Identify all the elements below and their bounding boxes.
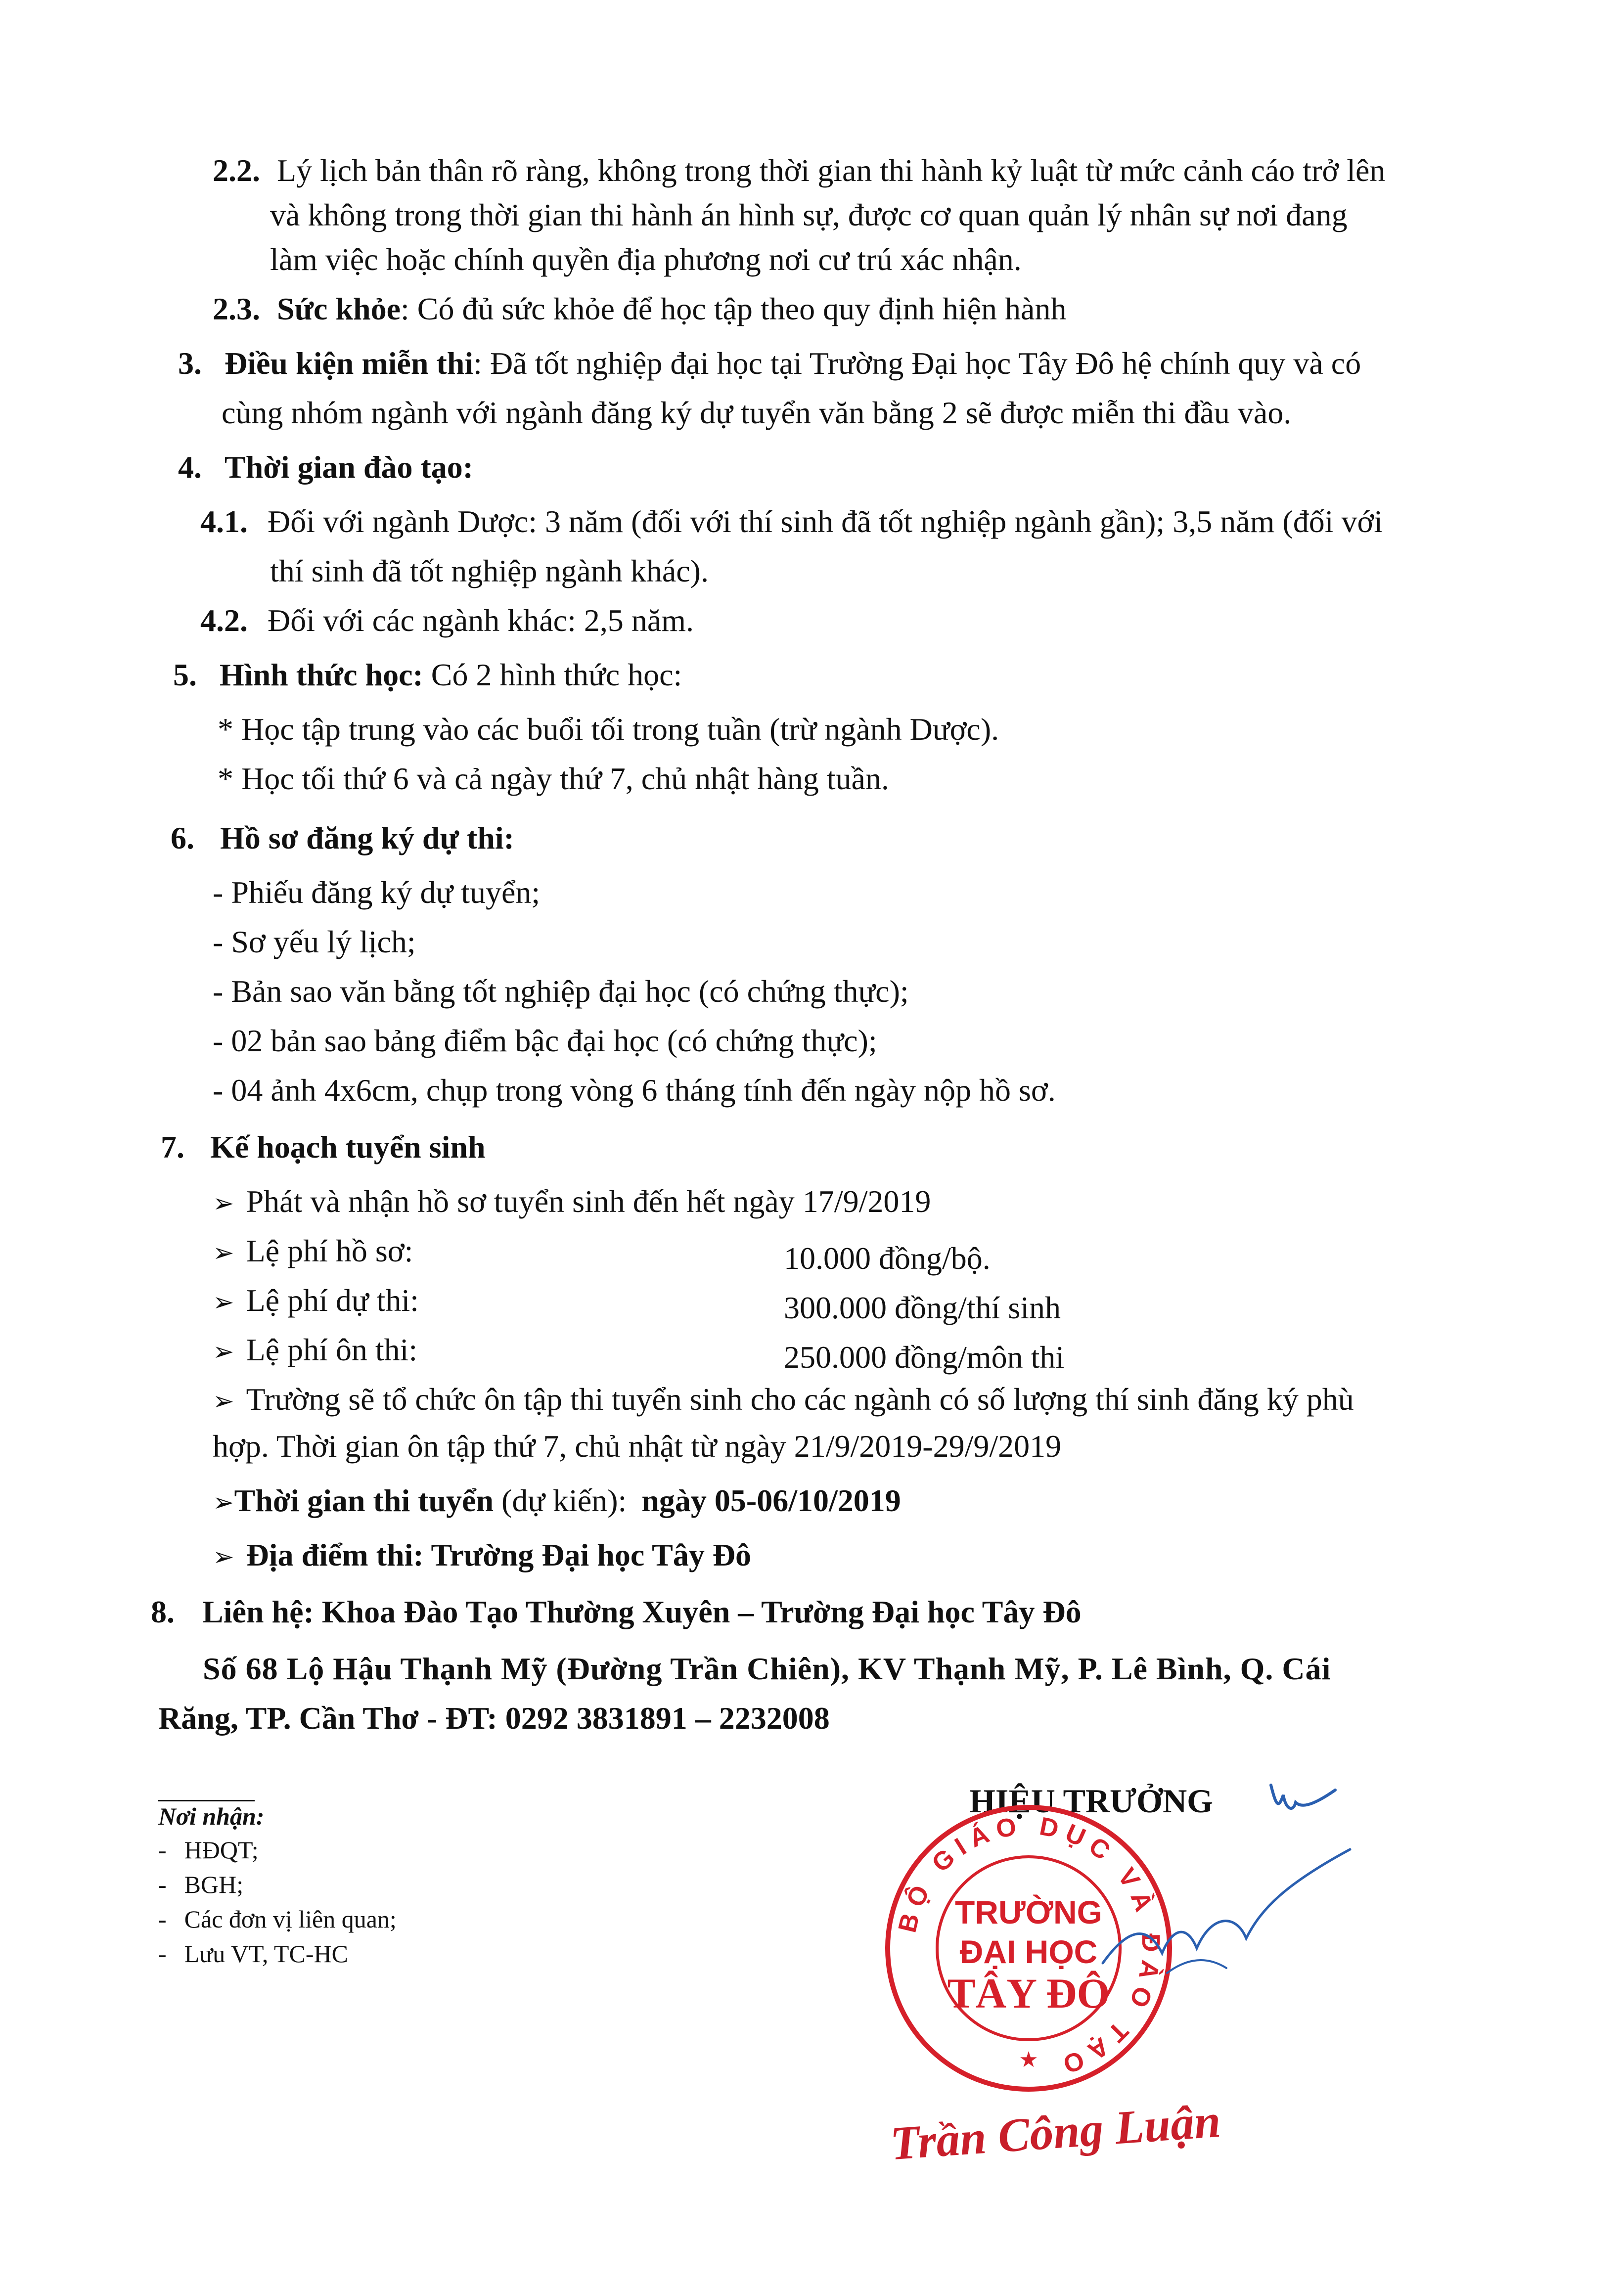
fee-row-3 (213, 1328, 417, 1372)
item-2-2-text-1: Lý lịch bản thân rõ ràng, không trong thời gian thi hành kỷ luật từ mức cảnh cáo trở lên (277, 153, 1386, 188)
item-4-number: 4. (178, 449, 202, 485)
item-4-label: Thời gian đào tạo: (225, 449, 474, 485)
arrow-icon: ➢ (213, 1337, 234, 1367)
plan-deadline-text: Phát và nhận hồ sơ tuyển sinh đến hết ngày 17/9/2019 (246, 1184, 931, 1219)
stamp-top-text: TRƯỜNG (954, 1894, 1103, 1930)
item-5-label: Hình thức học: (220, 657, 423, 692)
recipients-title: Nơi nhận: (158, 1802, 265, 1830)
item-5 (173, 653, 682, 697)
item-4-1-line1 (200, 499, 1383, 544)
stamp-mid-text: ĐẠI HỌC (959, 1933, 1098, 1970)
item-5-text: Có 2 hình thức học: (423, 657, 682, 692)
initial-mark-icon (1266, 1775, 1345, 1830)
item-6-label: Hồ sơ đăng ký dự thi: (220, 820, 514, 855)
fee-label: Lệ phí ôn thi: (246, 1332, 418, 1367)
item-3-line2: cùng nhóm ngành với ngành đăng ký dự tuyển văn bằng 2 sẽ được miễn thi đầu vào. (222, 395, 1292, 430)
recipient-2: - BGH; (158, 1871, 244, 1898)
recipient-1-text: HĐQT; (184, 1836, 259, 1864)
item-4-2-number: 4.2. (200, 603, 248, 638)
item-8 (151, 1590, 1082, 1634)
exam-place-text: Địa điểm thi: Trường Đại học Tây Đô (246, 1537, 752, 1572)
item-4 (178, 445, 473, 490)
item-2-3-text: : Có đủ sức khỏe để học tập theo quy định hiện hành (401, 291, 1067, 326)
item-2-2-line1 (213, 148, 1385, 193)
fee-label: Lệ phí dự thi: (246, 1283, 419, 1318)
arrow-icon: ➢ (213, 1387, 234, 1416)
plan-exam-time (213, 1479, 901, 1523)
plan-exam-place (213, 1533, 751, 1577)
plan-deadline (213, 1179, 931, 1224)
item-5-option-1: * Học tập trung vào các buổi tối trong tuần (trừ ngành Dược). (218, 712, 999, 747)
dossier-item-1: - Phiếu đăng ký dự tuyển; (213, 875, 541, 910)
plan-review-text-1: Trường sẽ tổ chức ôn tập thi tuyển sinh cho các ngành có số lượng thí sinh đăng ký phù (246, 1382, 1354, 1417)
item-6-number: 6. (171, 820, 194, 855)
dossier-item-4: - 02 bản sao bảng điểm bậc đại học (có chứng thực); (213, 1023, 877, 1058)
fee-row-2 (213, 1278, 419, 1323)
arrow-icon: ➢ (213, 1189, 234, 1218)
exam-time-label: Thời gian thi tuyển (234, 1483, 494, 1518)
signature-title: HIỆU TRƯỞNG (969, 1782, 1214, 1820)
item-4-2-text: Đối với các ngành khác: 2,5 năm. (268, 603, 694, 638)
dossier-item-2: - Sơ yếu lý lịch; (213, 924, 416, 959)
item-4-2 (200, 598, 694, 643)
exam-time-value: ngày 05-06/10/2019 (641, 1483, 901, 1518)
item-2-2-line3: làm việc hoặc chính quyền địa phương nơi cư trú xác nhận. (270, 242, 1022, 277)
plan-review-line1 (213, 1377, 1354, 1422)
recipient-1: - HĐQT; (158, 1836, 259, 1864)
recipient-3: - Các đơn vị liên quan; (158, 1905, 397, 1933)
item-3-line1 (178, 341, 1361, 386)
signer-name: Trần Công Luận (889, 2094, 1222, 2170)
recipient-4-text: Lưu VT, TC-HC (184, 1940, 348, 1968)
fee-label: Lệ phí hồ sơ: (246, 1233, 413, 1268)
item-2-2-number: 2.2. (213, 153, 260, 188)
arrow-icon: ➢ (213, 1542, 234, 1572)
recipient-4: - Lưu VT, TC-HC (158, 1940, 348, 1968)
stamp-ring-text: BỘ GIÁO DỤC VÀ ĐÀO TẠO (893, 1811, 1166, 2081)
item-6 (171, 816, 514, 860)
plan-review-line2: hợp. Thời gian ôn tập thứ 7, chủ nhật từ ngày 21/9/2019-29/9/2019 (213, 1429, 1062, 1464)
stamp-star-icon: ★ (1019, 2047, 1038, 2072)
contact-address-line1: Số 68 Lộ Hậu Thạnh Mỹ (Đường Trần Chiên), KV Thạnh Mỹ, P. Lê Bình, Q. Cái (203, 1651, 1331, 1686)
item-2-3-label: Sức khỏe (277, 291, 401, 326)
handwritten-signature-icon (1088, 1839, 1365, 1998)
recipient-3-text: Các đơn vị liên quan; (184, 1905, 397, 1933)
recipient-2-text: BGH; (184, 1871, 244, 1898)
exam-time-note: (dự kiến): (494, 1483, 627, 1518)
stamp-bottom-text: TÂY ĐÔ (947, 1970, 1110, 2017)
item-8-label: Liên hệ: Khoa Đào Tạo Thường Xuyên – Trường Đại học Tây Đô (202, 1594, 1082, 1629)
item-2-2-line2: và không trong thời gian thi hành án hình sự, được cơ quan quản lý nhân sự nơi đang (270, 197, 1348, 232)
item-4-1-text-1: Đối với ngành Dược: 3 năm (đối với thí sinh đã tốt nghiệp ngành gần); 3,5 năm (đối với (268, 504, 1383, 539)
item-2-3-number: 2.3. (213, 291, 260, 326)
dossier-item-5: - 04 ảnh 4x6cm, chụp trong vòng 6 tháng tính đến ngày nộp hồ sơ. (213, 1073, 1056, 1108)
arrow-icon: ➢ (213, 1488, 234, 1518)
item-5-option-2: * Học tối thứ 6 và cả ngày thứ 7, chủ nhật hàng tuần. (218, 761, 889, 796)
item-4-1-line2: thí sinh đã tốt nghiệp ngành khác). (270, 553, 709, 588)
item-2-3 (213, 287, 1066, 331)
recipients-underline (158, 1800, 255, 1801)
item-7-number: 7. (161, 1129, 184, 1165)
contact-address-line2: Răng, TP. Cần Thơ - ĐT: 0292 3831891 – 2232008 (158, 1701, 830, 1736)
item-8-number: 8. (151, 1594, 175, 1629)
arrow-icon: ➢ (213, 1238, 234, 1268)
item-7 (161, 1125, 486, 1169)
dossier-item-3: - Bản sao văn bằng tốt nghiệp đại học (có chứng thực); (213, 974, 909, 1009)
item-3-label: Điều kiện miễn thi (225, 346, 474, 381)
fee-amount-1: 10.000 đồng/bộ. (784, 1241, 991, 1276)
fee-amount-2: 300.000 đồng/thí sinh (784, 1290, 1061, 1325)
item-5-number: 5. (173, 657, 197, 692)
fee-amount-3: 250.000 đồng/môn thi (784, 1340, 1065, 1375)
item-3-text: : Đã tốt nghiệp đại học tại Trường Đại học Tây Đô hệ chính quy và có (473, 346, 1361, 381)
item-7-label: Kế hoạch tuyển sinh (210, 1129, 486, 1165)
fee-row-1 (213, 1229, 413, 1273)
arrow-icon: ➢ (213, 1288, 234, 1317)
item-3-number: 3. (178, 346, 202, 381)
item-4-1-number: 4.1. (200, 504, 248, 539)
